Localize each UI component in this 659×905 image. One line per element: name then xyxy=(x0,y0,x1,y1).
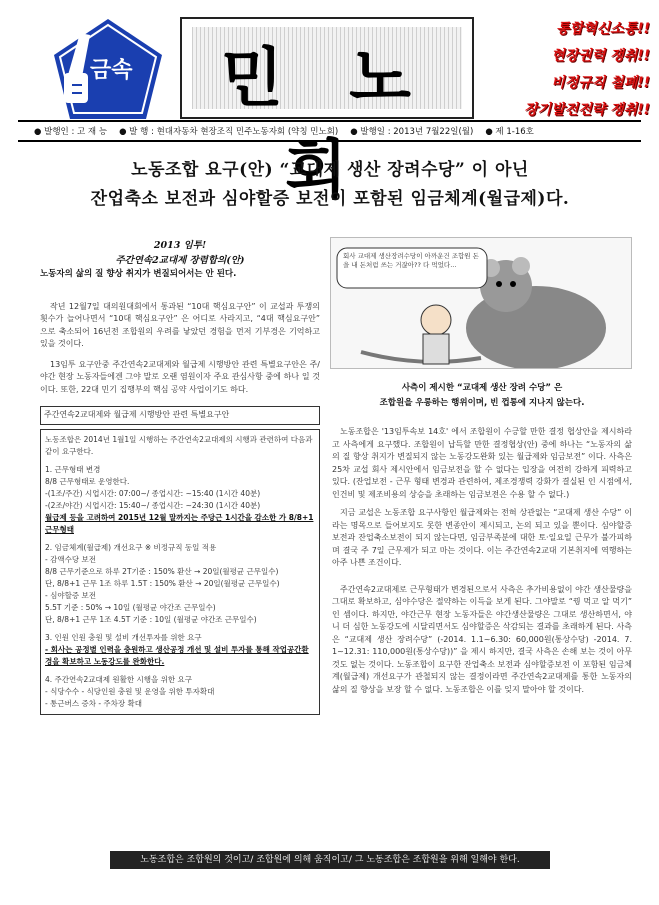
demands-box-title: 주간연속2교대제와 월급제 시행방안 관련 특별요구안 xyxy=(40,406,320,425)
cartoon-illustration xyxy=(330,237,632,369)
demand-2-line: 8/8 근무기준으로 하루 2T기준 : 150% 환산 → 20일(월평균 근무일수) xyxy=(45,566,279,576)
issue-date: ● 발행일 : 2013년 7월22일(월) xyxy=(350,127,474,137)
paragraph-2: 13임투 요구안중 주간연속2교대제와 월급제 시행방안 관련 특별요구안은 주/야간 현장 노동자들에겐 그야 말로 오랜 염원이자 주요 관심사항 중에 하나 일 것이다. 또한, 22대 민기 집행부의 핵심 공약 사업이기도 하다. xyxy=(40,359,320,394)
issue-number: ● 제 1-16호 xyxy=(485,127,534,137)
demand-2-line: 단, 8/8+1 근무 1조 4.5T 기준 : 10일 (월평균 야간조 근무일수) xyxy=(45,614,257,624)
slogan-4: 장기발전전략 쟁취!! xyxy=(524,102,650,118)
paragraph-1: 작년 12월7일 대의원대회에서 통과된 “10대 핵심요구안” 이 교섭과 투쟁의 횟수가 늘어나면서 “10대 핵심요구안” 은 어디로 사라지고, “4대 핵심요구안” 으로 축소되어 16년전 조합원의 우려를 낳았던 경험을 먼저 기부경은 기억하고 있을 것이다. xyxy=(40,301,320,348)
headline xyxy=(20,156,640,214)
headline-line-1: 노동조합 요구(안) “교대제 생산 장려수당” 이 아닌 xyxy=(131,160,529,180)
demand-4-title: 4. 주간연속2교대제 원활한 시행을 위한 요구 xyxy=(45,674,193,684)
demand-1-title: 1. 근무형태 변경 xyxy=(45,464,101,474)
cartoon-caption-2: 조합원을 우롱하는 행위이며, 빈 껍통에 지나지 않는다. xyxy=(379,398,585,408)
demand-2-line: 5.5T 기준 : 50% → 10일 (월평균 야간조 근무일수) xyxy=(45,602,216,612)
slogan-1: 통합혁신소통!! xyxy=(556,21,650,37)
cartoon-speech-bubble: 회사 교대제 생산장려수당이 아까운건 조합원 돈을 내 돈처럼 쓰는 거잖아?? 다 먹었다... xyxy=(343,252,479,269)
right-paragraph-1: 노동조합은 '13임투속보 14호' 에서 조합원이 수긍할 만한 결정 협상안을 제시하라고 사측에게 요구했다. 조합원이 납득할 만한 결정협상(안) 중에 하나는 “노동자의 삶의 질 향상 취지가 변질되지 않는 노동강도완화 있는 월급제와 임금보전” 이다. 사측은 25차 교섭 회사 제시안에서 임금보전을 할 수 없다는 입장을 여전히 강하게 피력하고 있다. (잔업보전 - 근무 형태 변경과 관련하여, 제조경쟁력 강화가 결실된 인 시점에서, 인건비 및 제조비용의 상승을 초래하는 임금보전은 수용 할 수 없다.) xyxy=(332,427,632,499)
issuer: ● 발 행 : 현대자동차 현장조직 민주노동자회 (약칭 민노회) xyxy=(119,127,339,137)
demands-intro: 노동조합은 2014년 1월1일 시행하는 주간연속2교대제의 시행과 관련하여 다음과 같이 요구한다. xyxy=(45,434,313,456)
lead-sentence: 노동자의 삶의 질 향상 취지가 변질되어서는 안 된다. xyxy=(40,269,237,279)
newsletter-title: 민 노 회 xyxy=(221,42,433,208)
logo-text: 금속 xyxy=(90,58,133,83)
cartoon-caption-1: 사측이 제시한 “교대제 생산 장려 수당” 은 xyxy=(401,383,563,393)
demand-4-line: - 식당수수 - 식당인원 충원 및 운영을 위한 투자확대 xyxy=(45,686,215,696)
demand-2-title: 2. 임금체계(월급제) 개선요구 ※ 비정규직 동일 적용 xyxy=(45,542,217,552)
demand-2-line: - 심야할증 보전 xyxy=(45,590,96,600)
footer-banner: 노동조합은 조합원의 것이고/ 조합원에 의해 움직이고/ 그 노동조합은 조합원을 위해 일해야 한다. xyxy=(110,851,550,869)
demand-1-line: -(1조/주간) 시업시간: 07:00~/ 종업시간: ~15:40 (1시간 40분) xyxy=(45,488,261,498)
demand-2-line: 단, 8/8+1 근무 1조 하루 1.5T : 150% 환산 → 20일(월평균 근무일수) xyxy=(45,578,280,588)
right-paragraph-3: 주간연속2교대제로 근무형태가 변경된으로서 사측은 추가비용없이 야간 생산물량을 그대로 확보하고, 심야수당은 절약하는 이득을 보게 된다. 그야말로 “꿩 먹고 알 먹기” 인 셈이다. 하지만, 야간근무 현장 노동자들은 야간생산물량은 그대로 생산하면서, 야니 더 심한 노동강도에 시달리면서도 심야할증은 삭감되는 결과를 초래하게 된다. 사측은 “교대제 생산 장려수당” (-2014. 1.1~6.30: 60,000원(통상수당) -2014. 7. 1~12.31: 110,000원(통상수당))” 을 제시 하지만, 결국 사측은 손해 보는 것이 아무것도 없는 것이다. 노동조합이 요구한 잔업축소 보전과 심야할증보전 이 포함된 임금체계(월급제) 개선요구가 관철되지 않는 결정이라면 주간연속2교대제를 통한 노동자의 삶의 질 향상을 보장 할 수 없다. 노동조합은 이를 잊지 말아야 할 것이다. xyxy=(332,584,632,694)
publication-info-bar xyxy=(18,120,641,142)
left-column xyxy=(40,238,320,715)
demand-4-line: - 통근버스 증차 - 주차장 확대 xyxy=(45,698,143,708)
slogan-3: 비정규직 철폐!! xyxy=(551,75,650,91)
slogan-list xyxy=(480,18,650,126)
publisher: ● 발행인 : 고 재 능 xyxy=(34,127,108,137)
subtitle-topic: 주간연속2교대제 장렴합의(안) xyxy=(115,255,245,266)
demands-box xyxy=(40,429,320,715)
demand-3-title: 3. 인원 인원 충원 및 설비 개선투자를 위한 요구 xyxy=(45,632,202,642)
demand-1-line: -(2조/야간) 시업시간: 15:40~/ 종업시간: ~24:30 (1시간 40분) xyxy=(45,500,261,510)
headline-line-2: 잔업축소 보전과 심야할증 보전이 포함된 임금체계(월급제)다. xyxy=(90,189,570,209)
subtitle-year: 2013 임투! xyxy=(153,240,207,251)
union-logo xyxy=(50,15,166,125)
demand-1-line: 8/8 근무형태로 운영한다. xyxy=(45,476,130,486)
demand-2-line: - 감액수당 보전 xyxy=(45,554,96,564)
demand-3-line: - 회사는 공정별 인력을 충원하고 생산공정 개선 및 설비 투자를 통해 작업공간환경을 확보하고 노동강도를 완화한다. xyxy=(45,644,309,666)
demand-1-note: 월급제 등을 고려하여 2015년 12월 말까지는 주당근 1시간을 감소한 가 8/8+1 근무형태 xyxy=(45,512,314,534)
right-paragraph-2: 지금 교섭은 노동조합 요구사항인 월급제와는 전혀 상관없는 “교대제 생산 수당” 이라는 명목으로 들어보지도 못한 변종안이 제시되고, 논의 되고 있을 뿐이다. 심야할증보전과 잔업축소보전이 되지 않는다면, 임금부족분에 대한 토·일요일 근무가 불가피하며 결국 주 7일 근무제가 되고 마는 것이다. 이는 주간연속2교대 기본취지에 역행하는 아주 나쁜 조건이다. xyxy=(332,508,632,567)
slogan-2: 현장권력 쟁취!! xyxy=(551,48,650,64)
right-column xyxy=(332,382,632,702)
